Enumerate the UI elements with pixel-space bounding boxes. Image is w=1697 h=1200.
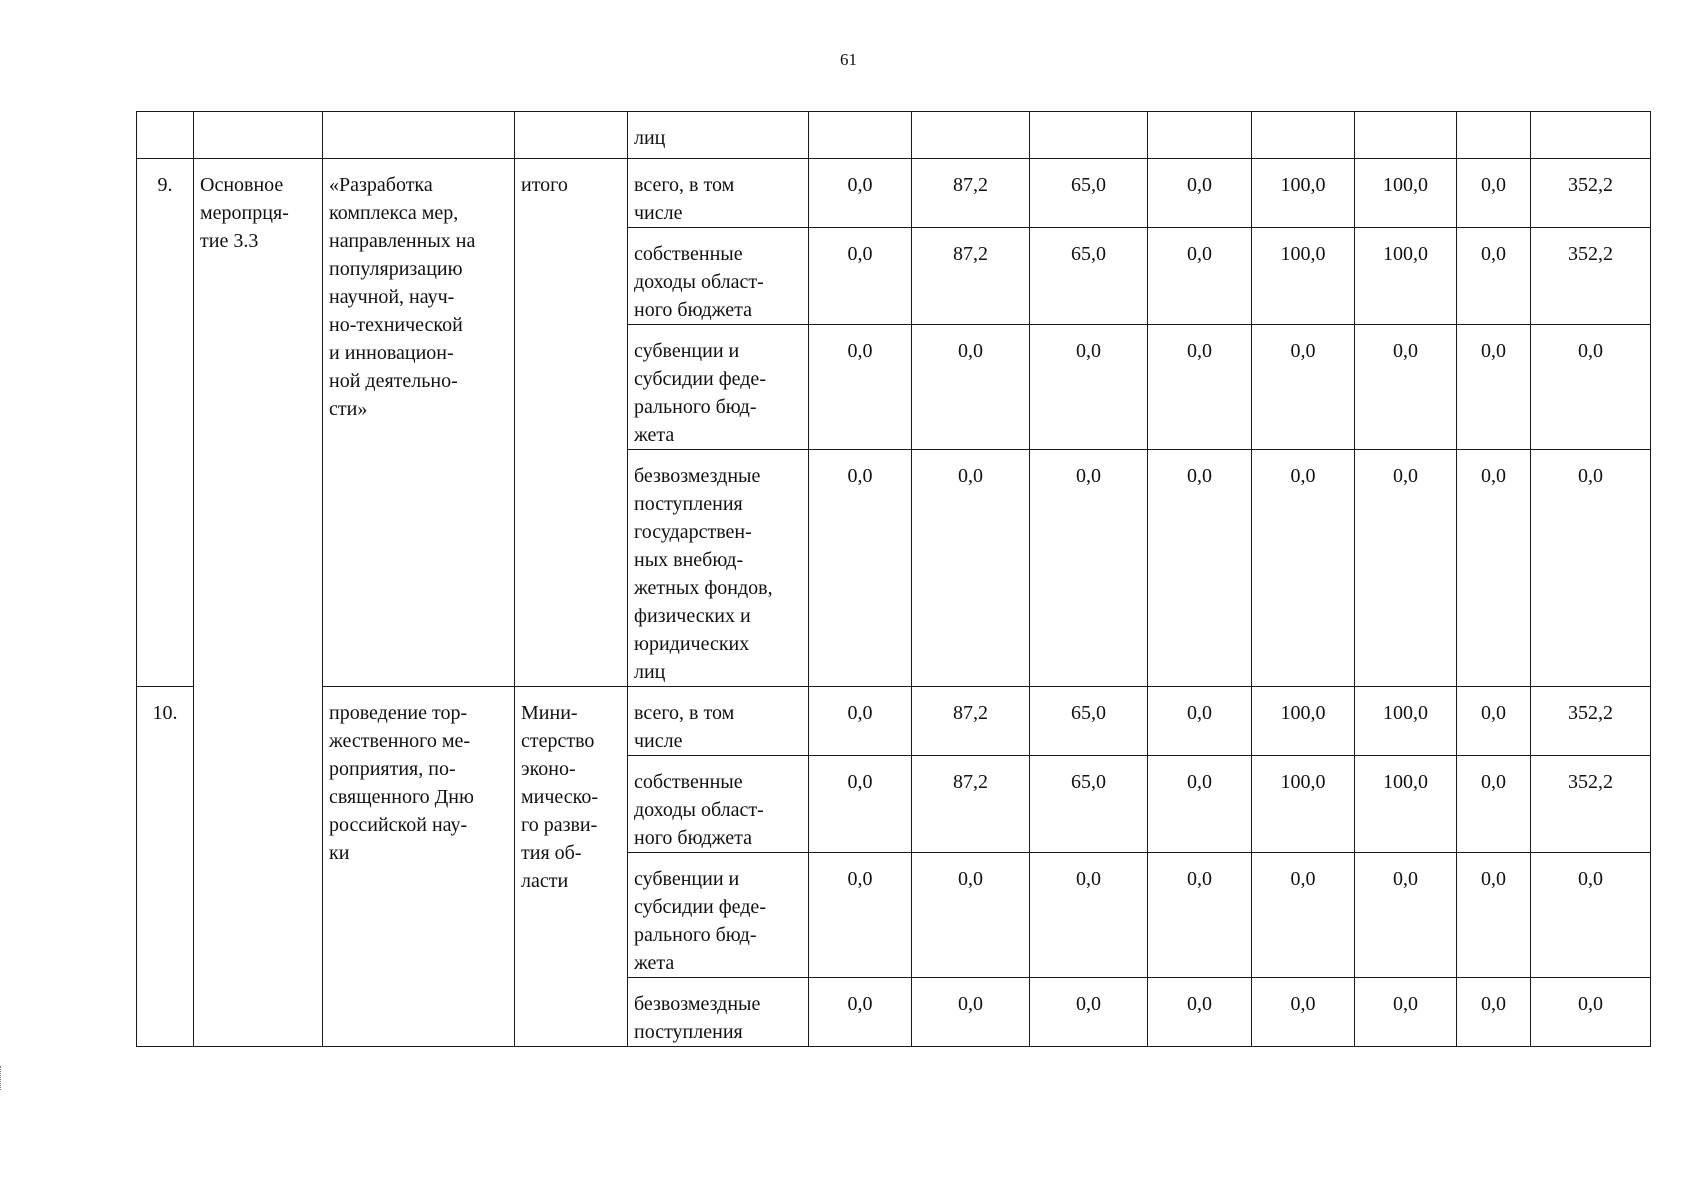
cell-value: [1148, 112, 1252, 159]
activity-type: [194, 159, 323, 1047]
cell-line: российской нау-: [329, 814, 468, 836]
cell-index: [137, 112, 194, 159]
value-cell: 100,0: [1355, 228, 1457, 325]
value-cell: 0,0: [1148, 450, 1252, 687]
value-cell: 100,0: [1355, 687, 1457, 756]
cell-line: ной деятельно-: [329, 370, 458, 392]
cell-line: поступления: [634, 1021, 743, 1043]
value-cell: 0,0: [809, 159, 912, 228]
cell-line: комплекса мер,: [329, 202, 459, 224]
table-row: [137, 159, 1651, 228]
value-cell: 100,0: [1252, 228, 1355, 325]
cell-line: всего, в том: [634, 702, 735, 724]
cell-line: лиц: [634, 661, 666, 683]
cell-value: [912, 112, 1030, 159]
cell-line: «Разработка: [329, 174, 433, 196]
cell-line: государствен-: [634, 521, 752, 543]
value-cell: 0,0: [1252, 450, 1355, 687]
cell-line: популяризацию: [329, 258, 463, 280]
cell-line: субсидии феде-: [634, 896, 766, 918]
value-cell: 0,0: [912, 325, 1030, 450]
value-cell: 352,2: [1531, 228, 1651, 325]
cell-line: поступления: [634, 493, 743, 515]
scan-margin-mark: [0, 1066, 4, 1090]
funding-source: [628, 978, 809, 1047]
funding-source: [628, 325, 809, 450]
cell-source: [628, 112, 809, 159]
table-row-continuation: [137, 112, 1651, 159]
cell-name: [323, 112, 515, 159]
value-cell: 87,2: [912, 687, 1030, 756]
cell-line: направленных на: [329, 230, 476, 252]
value-cell: 352,2: [1531, 159, 1651, 228]
value-cell: 100,0: [1252, 687, 1355, 756]
value-cell: 0,0: [1148, 687, 1252, 756]
value-cell: 100,0: [1252, 756, 1355, 853]
cell-line: эконо-: [521, 758, 576, 780]
value-cell: 87,2: [912, 756, 1030, 853]
value-cell: 0,0: [809, 853, 912, 978]
cell-line: ки: [329, 842, 350, 864]
funding-source: [628, 228, 809, 325]
cell-line: жественного ме-: [329, 730, 471, 752]
value-cell: 0,0: [912, 853, 1030, 978]
cell-line: священного Дню: [329, 786, 474, 808]
cell-line: безвозмездные: [634, 993, 761, 1015]
cell-line: числе: [634, 202, 683, 224]
funding-source: [628, 450, 809, 687]
cell-line: тие 3.3: [200, 230, 259, 252]
executor: [515, 687, 628, 1047]
cell-value: [1457, 112, 1531, 159]
cell-line: всего, в том: [634, 174, 735, 196]
cell-value: [1355, 112, 1457, 159]
cell-line: тия об-: [521, 842, 582, 864]
value-cell: 0,0: [912, 450, 1030, 687]
cell-line: го разви-: [521, 814, 598, 836]
cell-line: числе: [634, 730, 683, 752]
value-cell: 0,0: [809, 228, 912, 325]
value-cell: 65,0: [1030, 756, 1148, 853]
cell-line: мическо-: [521, 786, 599, 808]
cell-line: рального бюд-: [634, 396, 757, 418]
cell-executor: [515, 112, 628, 159]
cell-line: физических и: [634, 605, 751, 627]
value-cell: 0,0: [809, 978, 912, 1047]
cell-line: субвенции и: [634, 340, 740, 362]
cell-line: меропрця-: [200, 202, 289, 224]
cell-line: стерство: [521, 730, 595, 752]
value-cell: 0,0: [1030, 853, 1148, 978]
value-cell: 0,0: [1148, 228, 1252, 325]
executor: [515, 159, 628, 687]
value-cell: 0,0: [912, 978, 1030, 1047]
cell-line: итого: [521, 174, 568, 196]
cell-line: ных внебюд-: [634, 549, 744, 571]
cell-line: научной, науч-: [329, 286, 455, 308]
value-cell: 0,0: [1457, 450, 1531, 687]
value-cell: 0,0: [1457, 325, 1531, 450]
value-cell: 0,0: [1531, 450, 1651, 687]
cell-line: доходы област-: [634, 799, 764, 821]
value-cell: 65,0: [1030, 159, 1148, 228]
value-cell: 0,0: [1531, 978, 1651, 1047]
cell-value: [1030, 112, 1148, 159]
cell-line: безвозмездные: [634, 465, 761, 487]
row-index: 9.: [137, 159, 194, 687]
value-cell: 0,0: [1148, 159, 1252, 228]
cell-line: ласти: [521, 870, 569, 892]
value-cell: 0,0: [1148, 978, 1252, 1047]
budget-table: [136, 111, 1651, 1047]
cell-line: жетных фондов,: [634, 577, 773, 599]
value-cell: 65,0: [1030, 228, 1148, 325]
value-cell: 100,0: [1355, 756, 1457, 853]
cell-line: ного бюджета: [634, 827, 752, 849]
value-cell: 0,0: [1355, 325, 1457, 450]
value-cell: 0,0: [1457, 687, 1531, 756]
value-cell: 0,0: [809, 325, 912, 450]
value-cell: 0,0: [1355, 853, 1457, 978]
cell-value: [1252, 112, 1355, 159]
value-cell: 0,0: [1252, 853, 1355, 978]
value-cell: 0,0: [1531, 853, 1651, 978]
value-cell: 0,0: [1148, 756, 1252, 853]
value-cell: 0,0: [1355, 450, 1457, 687]
cell-line: юридических: [634, 633, 750, 655]
value-cell: 0,0: [1457, 228, 1531, 325]
value-cell: 0,0: [1148, 325, 1252, 450]
cell-line: роприятия, по-: [329, 758, 456, 780]
value-cell: 0,0: [1030, 978, 1148, 1047]
value-cell: 0,0: [1457, 978, 1531, 1047]
value-cell: 352,2: [1531, 756, 1651, 853]
value-cell: 65,0: [1030, 687, 1148, 756]
cell-line: лиц: [634, 127, 666, 149]
row-index: 10.: [137, 687, 194, 1047]
table-row: [137, 687, 1651, 756]
cell-value: [1531, 112, 1651, 159]
cell-type: [194, 112, 323, 159]
cell-line: ного бюджета: [634, 299, 752, 321]
value-cell: 87,2: [912, 159, 1030, 228]
value-cell: 0,0: [1030, 450, 1148, 687]
cell-line: собственные: [634, 243, 743, 265]
cell-line: субсидии феде-: [634, 368, 766, 390]
page-number: 61: [840, 50, 857, 69]
value-cell: 0,0: [809, 687, 912, 756]
cell-line: Мини-: [521, 702, 578, 724]
cell-line: проведение тор-: [329, 702, 468, 724]
cell-line: Основное: [200, 174, 284, 196]
cell-line: жета: [634, 424, 675, 446]
cell-line: но-технической: [329, 314, 463, 336]
cell-line: сти»: [329, 398, 368, 420]
value-cell: 0,0: [809, 756, 912, 853]
value-cell: 0,0: [1252, 325, 1355, 450]
funding-source: [628, 756, 809, 853]
value-cell: 100,0: [1355, 159, 1457, 228]
value-cell: 0,0: [1457, 159, 1531, 228]
value-cell: 0,0: [1531, 325, 1651, 450]
cell-line: доходы област-: [634, 271, 764, 293]
cell-value: [809, 112, 912, 159]
table-body: [137, 112, 1651, 1047]
cell-line: жета: [634, 952, 675, 974]
value-cell: 100,0: [1252, 159, 1355, 228]
cell-line: субвенции и: [634, 868, 740, 890]
cell-line: и инновацион-: [329, 342, 454, 364]
activity-name: [323, 159, 515, 687]
funding-source: [628, 687, 809, 756]
value-cell: 0,0: [1030, 325, 1148, 450]
value-cell: 0,0: [809, 450, 912, 687]
value-cell: 0,0: [1148, 853, 1252, 978]
value-cell: 0,0: [1457, 853, 1531, 978]
value-cell: 0,0: [1252, 978, 1355, 1047]
cell-line: собственные: [634, 771, 743, 793]
activity-name: [323, 687, 515, 1047]
cell-line: рального бюд-: [634, 924, 757, 946]
funding-source: [628, 159, 809, 228]
value-cell: 352,2: [1531, 687, 1651, 756]
funding-source: [628, 853, 809, 978]
value-cell: 0,0: [1355, 978, 1457, 1047]
value-cell: 0,0: [1457, 756, 1531, 853]
value-cell: 87,2: [912, 228, 1030, 325]
